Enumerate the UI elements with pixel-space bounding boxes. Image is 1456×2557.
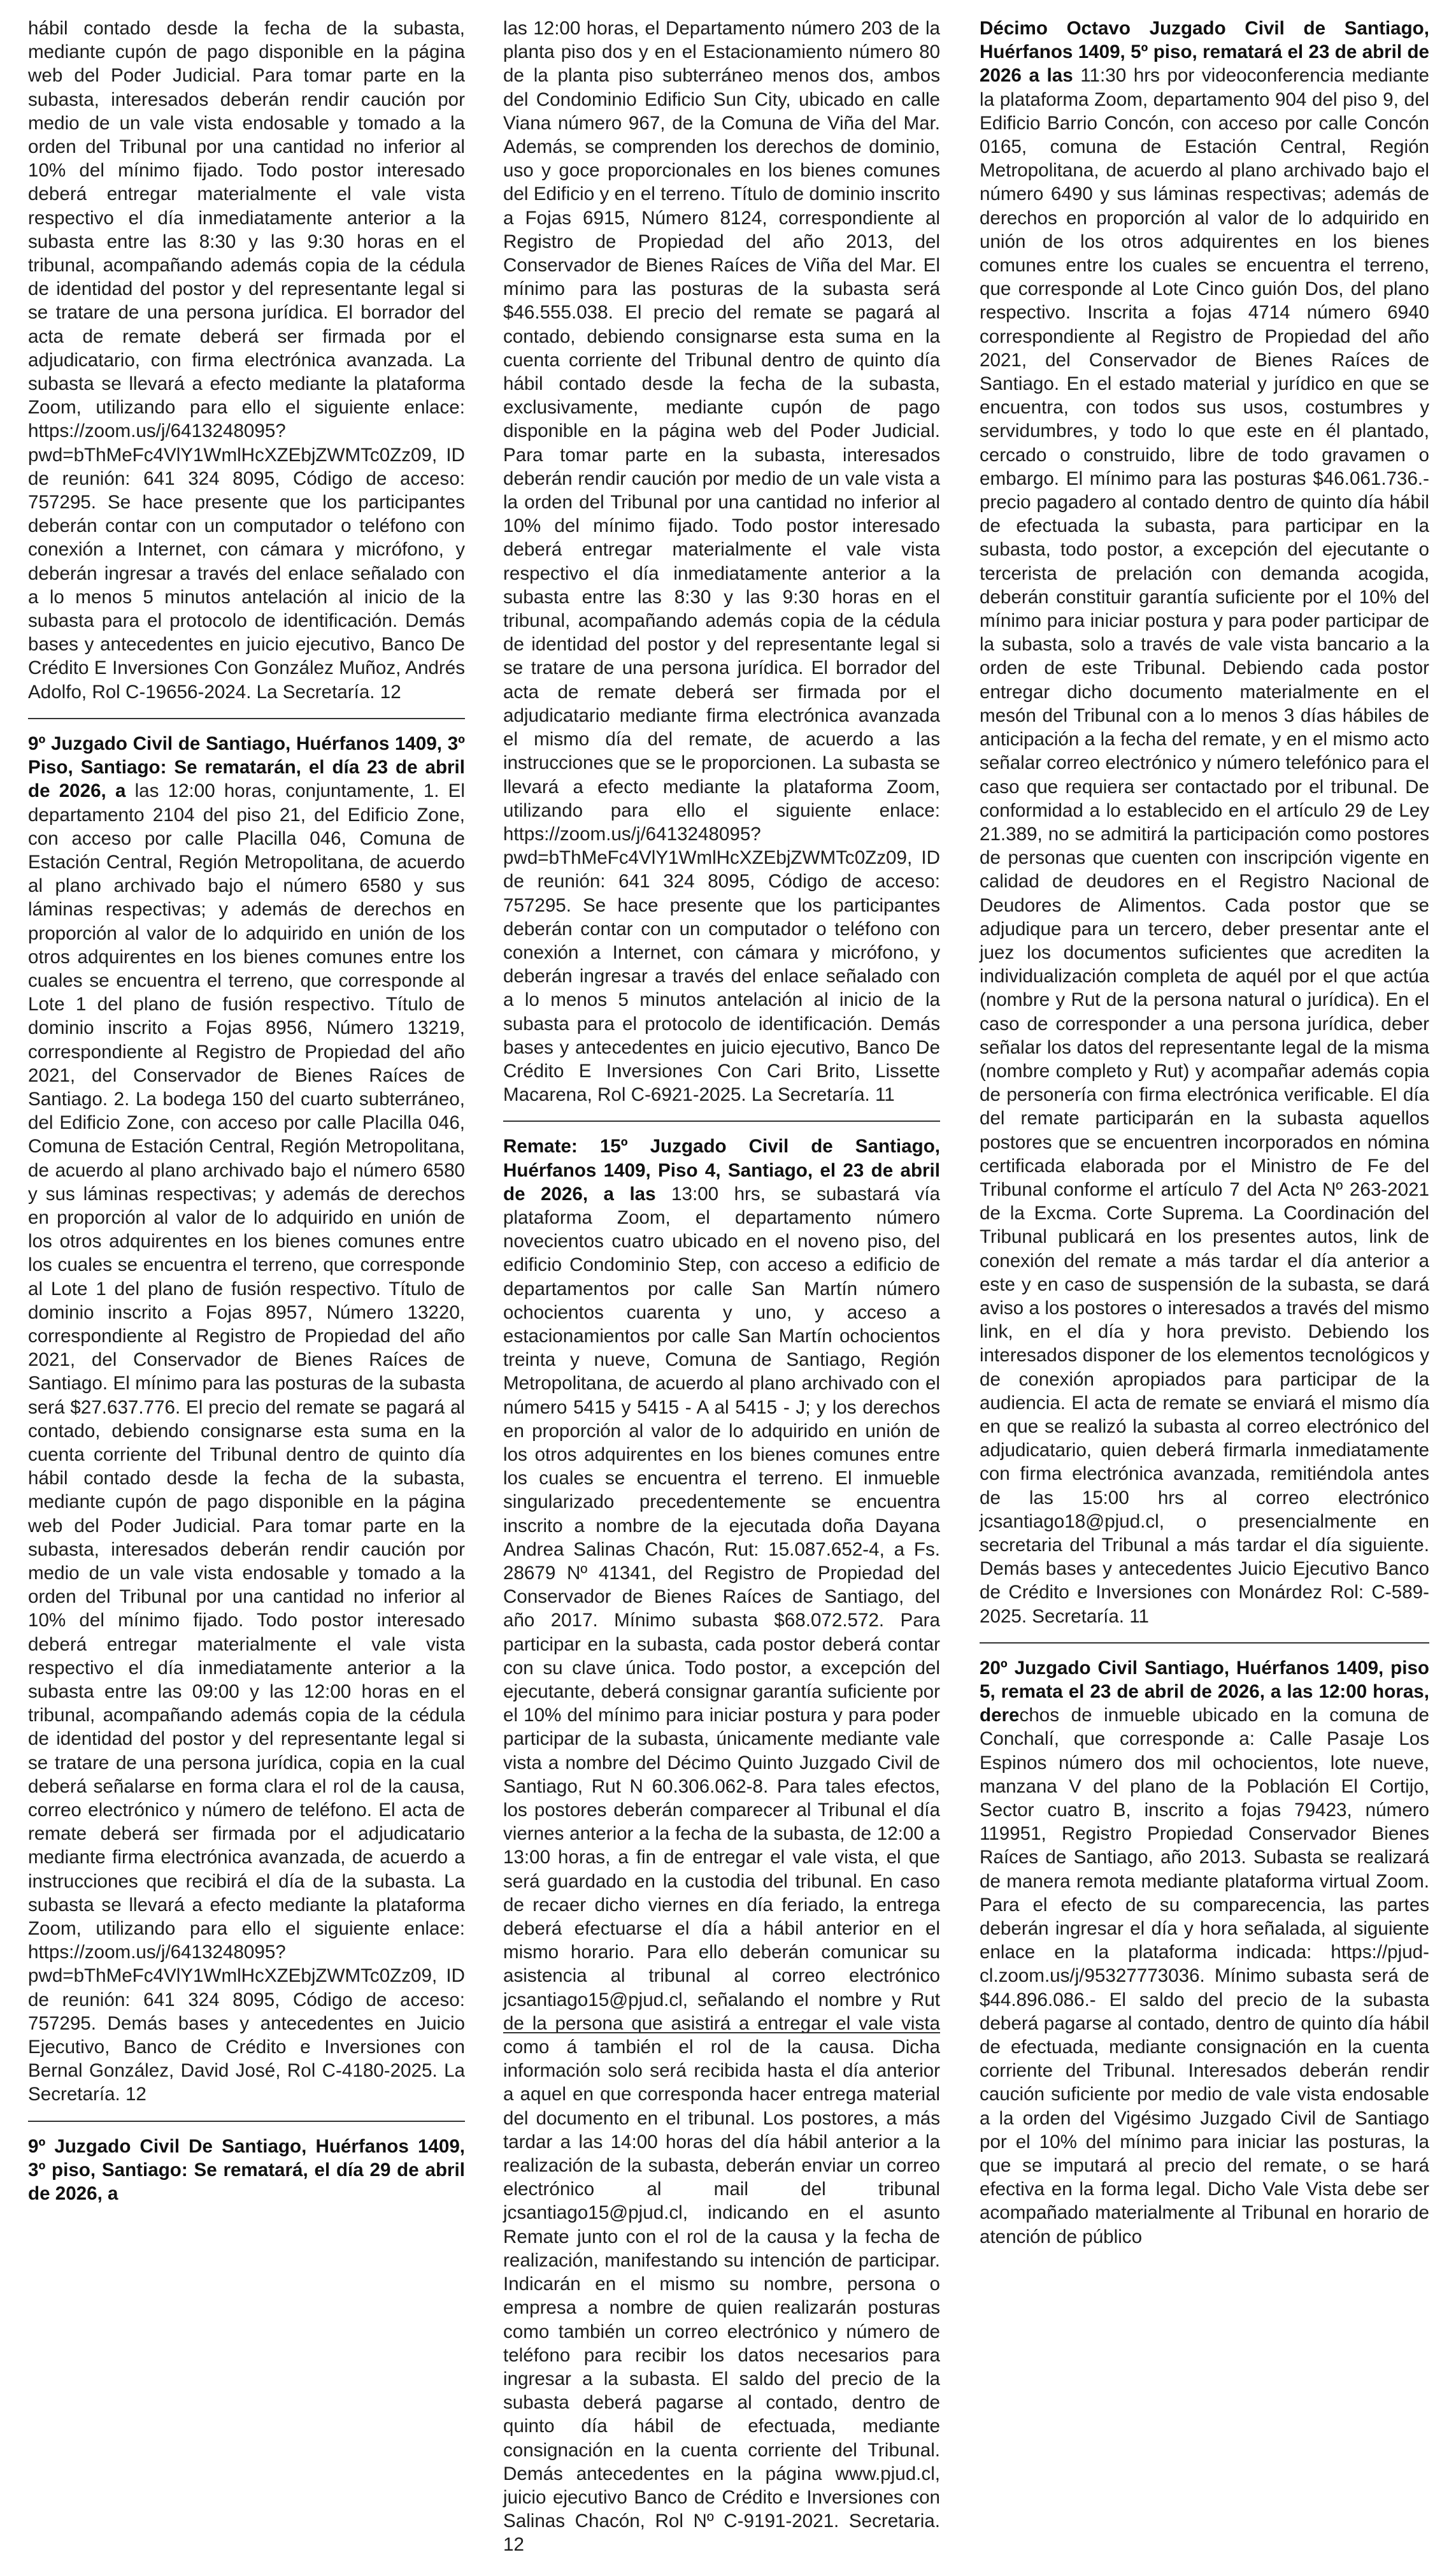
notice-text	[28, 732, 465, 2107]
divider	[980, 1642, 1429, 1644]
divider	[503, 2032, 940, 2033]
notice-body: 13:00 hrs, se subastará vía plataforma Zoom, el departamento número novecientos cuatro ubicado en el noveno piso, del edificio Condominio Step, con acceso a edificio de departamentos por calle San Martín número ochocientos cuarenta y uno, y acceso a estacionamientos por calle San Martín ochocientos treinta y nueve, Comuna de Santiago, Región Metropolitana, de acuerdo al plano archivado con el número 5415 y 5415 - A al 5415 - J; y los derechos en proporción al valor de lo adquirido en unión de los otros adquirentes en los bienes comunes entre los cuales se encuentra el terreno. El inmueble singularizado precedentemente se encuentra inscrito a nombre de la ejecutada doña Dayana Andrea Salinas Chacón, Rut: 15.087.652-4, a Fs. 28679 Nº 41341, del Registro de Propiedad del Conservador de Bienes Raíces de Santiago, del año 2017. Mínimo subasta $68.072.572. Para participar en la subasta, cada postor deberá contar con su clave única. Todo postor, a excepción del ejecutante, deberá consignar garantía suficiente por el 10% del mínimo para iniciar postura y para poder participar de la subasta, únicamente mediante vale vista a nombre del Décimo Quinto Juzgado Civil de Santiago, Rut N 60.306.062-8. Para tales efectos, los postores deberán comparecer al Tribunal el día viernes anterior a la fecha de la subasta, de 12:00 a 13:00 horas, a fin de entregar el vale vista, el que será guardado en la custodia del tribunal. En caso de recaer dicho viernes en día feriado, la entrega deberá efectuarse el día a hábil anterior en el mismo horario. Para ello deberán comunicar su asistencia al tribunal al correo electrónico jcsantiago15@pjud.cl, señalando el nombre y Rut de la persona que asistirá a entregar el vale vista como á también el rol de la causa. Dicha información solo será recibida hasta el día anterior a aquel en que corresponda hacer entrega material del documento en el tribunal. Los postores, a más tardar a las 14:00 horas del día hábil anterior a la realización de la subasta, deberán enviar un correo electrónico al mail del tribunal jcsantiago15@pjud.cl, indicando en el asunto Remate junto con el rol de la causa y la fecha de realización, manifestando su intención de participar. Indicarán en el mismo su nombre, persona o empresa a nombre de quien realizarán posturas como también un correo electrónico y número de teléfono para recibir los datos necesarios para ingresar a la subasta. El saldo del precio de la subasta deberá pagarse al contado, dentro de quinto día hábil de efectuada, mediante consignación en la cuenta corriente del Tribunal. Demás antecedentes en la página www.pjud.cl, juicio ejecutivo Banco de Crédito e Inversiones con Salinas Chacón, Rol Nº C-9191-2021. Secretaria. 12	[503, 1183, 941, 2556]
column-3	[980, 17, 1429, 2247]
notice-text	[28, 2135, 465, 2206]
notice-heading: 9º Juzgado Civil De Santiago, Huérfanos 1409, 3º piso, Santiago: Se rematará, el día 29 de abril de 2026, a	[28, 2135, 465, 2205]
divider	[28, 718, 465, 719]
column-1	[28, 17, 465, 2205]
notice-heading: Remate: 15º Juzgado Civil de Santiago, Huérfanos 1409, Piso 4, Santiago, el 23 de abril de 2026, a las	[503, 1136, 940, 1205]
notice-text	[980, 17, 1429, 1628]
notice-text	[503, 1135, 940, 2556]
notice-text	[28, 17, 465, 704]
notice-heading: Décimo Octavo Juzgado Civil de Santiago, Huérfanos 1409, 5º piso, rematará el 23 de abril de 2026 a las	[980, 18, 1429, 87]
notice-body: hábil contado desde la fecha de la subasta, mediante cupón de pago disponible en la página web del Poder Judicial. Para tomar parte en la subasta, interesados deberán rendir caución por medio de un vale vista endosable y tomado a la orden del Tribunal por una cantidad no inferior al 10% del mínimo fijado. Todo postor interesado deberá entregar materialmente el vale vista respectivo el día inmediatamente anterior a la subasta entre las 8:30 y las 9:30 horas en el tribunal, acompañando además copia de la cédula de identidad del postor y del representante legal si se tratare de una persona jurídica. El borrador del acta de remate deberá ser firmada por el adjudicatario, con firma electrónica avanzada. La subasta se llevará a efecto mediante la plataforma Zoom, utilizando para ello el siguiente enlace: https://zoom.us/j/6413248095?pwd=bThMeFc4VlY1WmlHcXZEbjZWMTc0Zz09, ID de reunión: 641 324 8095, Código de acceso: 757295. Se hace presente que los participantes deberán contar con un computador o teléfono con conexión a Internet, con cámara y micrófono, y deberán ingresar a través del enlace señalado con a lo menos 5 minutos antelación al inicio de la subasta para el protocolo de identificación. Demás bases y antecedentes en juicio ejecutivo, Banco De Crédito E Inversiones Con González Muñoz, Andrés Adolfo, Rol C-19656-2024. La Secretaría. 12	[28, 18, 465, 703]
notice-text-continued: las 12:00 horas, el Departamento número 203 de la planta piso dos y en el Estacionamiento número 80 de la planta piso subterráneo menos dos, ambos del Condominio Edificio Sun City, ubicado en calle Viana número 967, de la Comuna de Viña del Mar. Además, se comprenden los derechos de dominio, uso y goce proporcionales en los bienes comunes del Edificio y en el terreno. Título de dominio inscrito a Fojas 6915, Número 8124, correspondiente al Registro de Propiedad del año 2013, del Conservador de Bienes Raíces de Viña del Mar. El mínimo para las posturas de la subasta será $46.555.038. El precio del remate se pagará al contado, debiendo consignarse esta suma en la cuenta corriente del Tribunal dentro de quinto día hábil contado desde la fecha de la subasta, exclusivamente, mediante cupón de pago disponible en la página web del Poder Judicial. Para tomar parte en la subasta, interesados deberán rendir caución por medio de un vale vista a la orden del Tribunal por una cantidad no inferior al 10% del mínimo fijado. Todo postor interesado deberá entregar materialmente el vale vista respectivo el día inmediatamente anterior a la subasta entre las 8:30 y las 9:30 horas en el tribunal, acompañando además copia de la cédula de identidad del postor y del representante legal si se tratare de una persona jurídica. El borrador del acta de remate deberá ser firmada por el adjudicatario mediante firma electrónica avanzada el mismo día del remate, de acuerdo a las instrucciones que se le proporcionen. La subasta se llevará a efecto mediante la plataforma Zoom, utilizando para ello el siguiente enlace: https://zoom.us/j/6413248095?pwd=bThMeFc4VlY1WmlHcXZEbjZWMTc0Zz09, ID de reunión: 641 324 8095, Código de acceso: 757295. Se hace presente que los participantes deberán contar con un computador o teléfono con conexión a Internet, con cámara y micrófono, y deberán ingresar a través del enlace señalado con a lo menos 5 minutos antelación al inicio de la subasta para el protocolo de identificación. Demás bases y antecedentes en juicio ejecutivo, Banco De Crédito E Inversiones Con Cari Brito, Lissette Macarena, Rol C-6921-2025. La Secretaría. 11	[503, 18, 940, 1106]
notice-heading: 20º Juzgado Civil Santiago, Huérfanos 1409, piso 5, remata el 23 de abril de 2026, a las 12:00 horas, dere	[980, 1657, 1429, 1726]
divider	[28, 2121, 465, 2122]
notice-body: chos de inmueble ubicado en la comuna de Conchalí, que corresponde a: Calle Pasaje Los Espinos número dos mil ochocientos, lote nueve, manzana V del plano de la Población El Cortijo, Sector cuatro B, inscrito a fojas 79423, número 119951, Registro Propiedad Conservador Bienes Raíces de Santiago, año 2013. Subasta se realizará de manera remota mediante plataforma virtual Zoom. Para el efecto de su comparecencia, las partes deberán ingresar el día y hora señalada, al siguiente enlace en la plataforma indicada: https://pjud-cl.zoom.us/j/95327773036. Mínimo subasta será de $44.896.086.- El saldo del precio de la subasta deberá pagarse al contado, dentro de quinto día hábil de efectuada, mediante consignación en la cuenta corriente del Tribunal. Interesados deberán rendir caución suficiente por medio de vale vista endosable a la orden del Vigésimo Juzgado Civil de Santiago por el 10% del mínimo para iniciar las posturas, la que se imputará al precio del remate, o se hará efectiva en la forma legal. Dicho Vale Vista debe ser acompañado materialmente al Tribunal en horario de atención de público	[980, 1705, 1429, 2247]
divider	[503, 1121, 940, 1122]
column-2	[503, 17, 941, 2556]
notice-text	[980, 1656, 1429, 2249]
notice-body: las 12:00 horas, conjuntamente, 1. El departamento 2104 del piso 21, del Edificio Zone, con acceso por calle Placilla 046, Comuna de Estación Central, Región Metropolitana, de acuerdo al plano archivado bajo el número 6580 y sus láminas respectivas; y además de derechos en proporción al valor de lo adquirido en unión de los otros adquirentes en los bienes comunes entre los cuales se encuentra el terreno, que corresponde al Lote 1 del plano de fusión respectivo. Título de dominio inscrito a Fojas 8956, Número 13219, correspondiente al Registro de Propiedad del año 2021, del Conservador de Bienes Raíces de Santiago. 2. La bodega 150 del cuarto subterráneo, del Edificio Zone, con acceso por calle Placilla 046, Comuna de Estación Central, Región Metropolitana, de acuerdo al plano archivado bajo el número 6580 y sus láminas respectivas; y además de derechos en proporción al valor de lo adquirido en unión de los otros adquirentes en los bienes comunes entre los cuales se encuentra el terreno, que corresponde al Lote 1 del plano de fusión respectivo. Título de dominio inscrito a Fojas 8957, Número 13220, correspondiente al Registro de Propiedad del año 2021, del Conservador de Bienes Raíces de Santiago. El mínimo para las posturas de la subasta será $27.637.776. El precio del remate se pagará al contado, debiendo consignarse esta suma en la cuenta corriente del Tribunal dentro de quinto día hábil contado desde la fecha de la subasta, mediante cupón de pago disponible en la página web del Poder Judicial. Para tomar parte en la subasta, interesados deberán rendir caución por medio de un vale vista endosable y tomado a la orden del Tribunal por una cantidad no inferior al 10% del mínimo fijado. Todo postor interesado deberá entregar materialmente el vale vista respectivo el día inmediatamente anterior a la subasta entre las 09:00 y las 12:00 horas en el tribunal, acompañando además copia de la cédula de identidad del postor y del representante legal si se tratare de una persona jurídica, copia en la cual deberá señalarse en forma clara el rol de la causa, correo electrónico y número de teléfono. El acta de remate deberá ser firmada por el adjudicatario mediante firma electrónica avanzada, de acuerdo a instrucciones que recibirá el día de la subasta. La subasta se llevará a efecto mediante la plataforma Zoom, utilizando para ello el siguiente enlace: https://zoom.us/j/6413248095?pwd=bThMeFc4VlY1WmlHcXZEbjZWMTc0Zz09, ID de reunión: 641 324 8095, Código de acceso: 757295. Demás bases y antecedentes en Juicio Ejecutivo, Banco de Crédito e Inversiones con Bernal González, David José, Rol C-4180-2025. La Secretaría. 12	[28, 780, 465, 2105]
notice-heading: 9º Juzgado Civil de Santiago, Huérfanos 1409, 3º Piso, Santiago: Se rematarán, el día 23 de abril de 2026, a	[28, 733, 465, 802]
notice-body: 11:30 hrs por videoconferencia mediante la plataforma Zoom, departamento 904 del piso 9, del Edificio Barrio Concón, con acceso por calle Concón 0165, comuna de Estación Central, Región Metropolitana, de acuerdo al plano archivado bajo el número 6490 y sus láminas respectivas; además de derechos en proporción al valor de lo adquirido en unión de los otros adquirentes en los bienes comunes entre los cuales se encuentra el terreno, que corresponde al Lote Cinco guión Dos, del plano respectivo. Inscrita a fojas 4714 número 6940 correspondiente al Registro de Propiedad del año 2021, del Conservador de Bienes Raíces de Santiago. En el estado material y jurídico en que se encuentra, con todos sus usos, costumbres y servidumbres, y todo lo que este en él plantado, cercado o construido, libre de todo gravamen o embargo. El mínimo para las posturas $46.061.736.- precio pagadero al contado dentro de quinto día hábil de efectuada la subasta, para participar en la subasta, todo postor, a excepción del ejecutante o tercerista de prelación con demanda acogida, deberán constituir garantía suficiente por el 10% del mínimo para iniciar postura y para poder participar de la subasta, solo a través de vale vista bancario a la orden de este Tribunal. Debiendo cada postor entregar dicho documento materialmente en el mesón del Tribunal con a lo menos 3 días hábiles de anticipación a la fecha del remate, y en el mismo acto señalar correo electrónico y número telefónico para el caso que requiera ser contactado por el tribunal. De conformidad a lo establecido en el artículo 29 de Ley 21.389, no se admitirá la participación como postores de personas que cuenten con inscripción vigente en calidad de deudores en el Registro Nacional de Deudores de Alimentos. Cada postor que se adjudique para un tercero, deber presentar ante el juez los documentos suficientes que acrediten la individualización completa de aquél por el que actúa (nombre y Rut de la persona natural o jurídica). En el caso de corresponder a una persona jurídica, deber señalar los datos del representante legal de la misma (nombre completo y Rut) y acompañar además copia de personería con firma electrónica verificable. El día del remate participarán en la subasta aquellos postores que se encuentren incorporados en nómina certificada elaborada por el Ministro de Fe del Tribunal conforme el artículo 7 del Acta Nº 263-2021 de la Excma. Corte Suprema. La Coordinación del Tribunal publicará en los presentes autos, link de conexión del remate a más tardar el día anterior a este y en caso de suspensión de la subasta, se dará aviso a los postores o interesados a través del mismo link, en el día y hora previsto. Debiendo los interesados disponer de los elementos tecnológicos y de conexión apropiados para participar de la audiencia. El acta de remate se enviará el mismo día en que se realizó la subasta al correo electrónico del adjudicatario, quien deberá firmarla inmediatamente con firma electrónica avanzada, remitiéndola antes de las 15:00 hrs al correo electrónico jcsantiago18@pjud.cl, o presencialmente en secretaria del Tribunal a más tardar el día siguiente. Demás bases y antecedentes Juicio Ejecutivo Banco de Crédito e Inversiones con Monárdez Rol: C-589-2025. Secretaría. 11	[980, 65, 1429, 1627]
